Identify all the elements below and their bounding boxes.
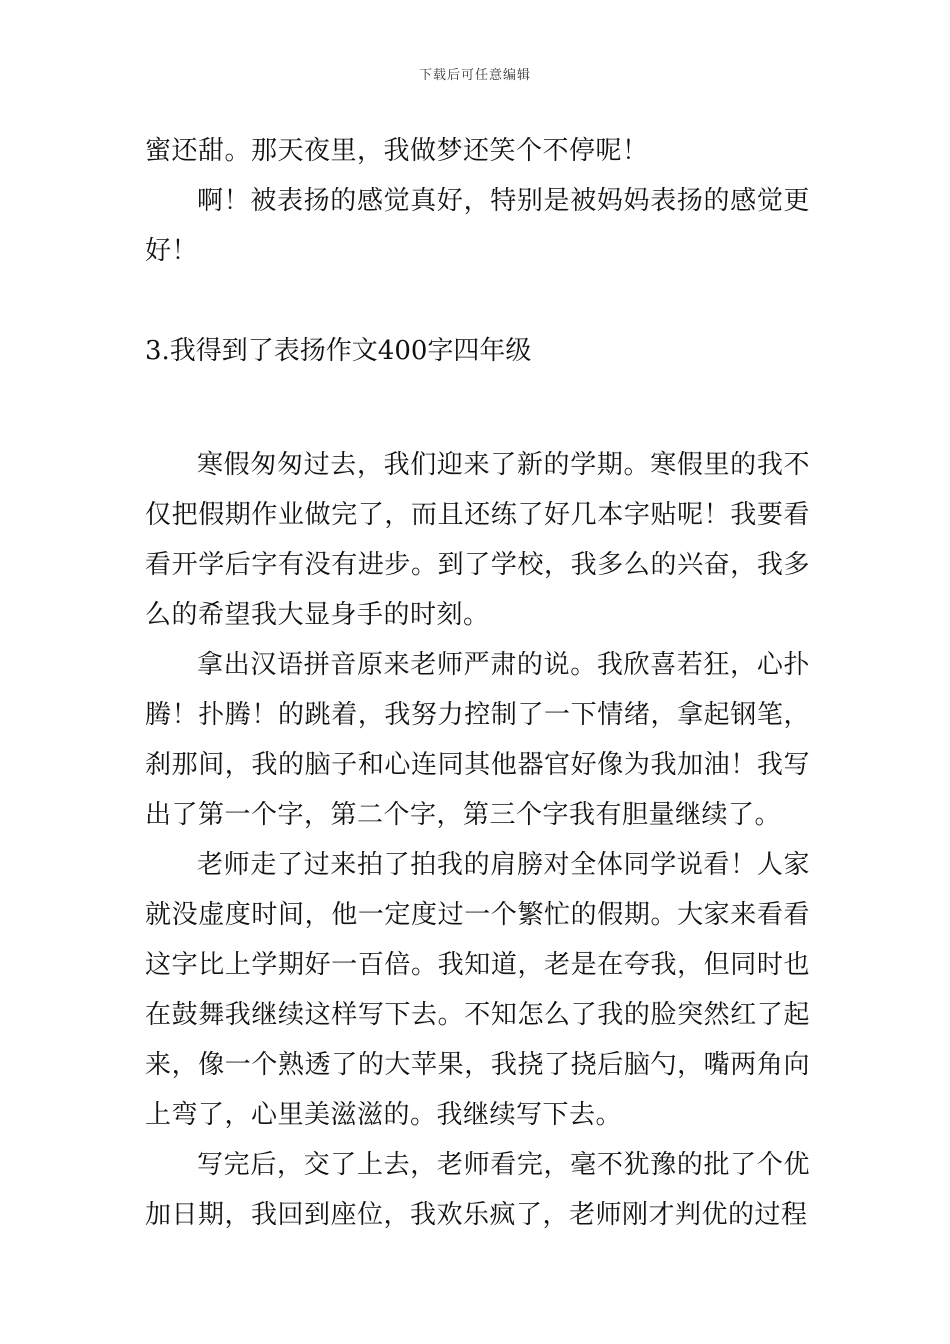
paragraph-4: 拿出汉语拼音原来老师严肃的说。我欣喜若狂，心扑腾！扑腾！的跳着，我努力控制了一下情绪，拿起钢笔，刹那间，我的脑子和心连同其他器官好像为我加油！我写出了第一个字，第二个字，第三个字我有胆量继续了。 [145,650,810,830]
document-body [145,126,810,1240]
paragraph-3: 寒假匆匆过去，我们迎来了新的学期。寒假里的我不仅把假期作业做完了，而且还练了好几本字贴呢！我要看看开学后字有没有进步。到了学校，我多么的兴奋，我多么的希望我大显身手的时刻。 [145,450,810,630]
section-title: 3.我得到了表扬作文400字四年级 [145,336,532,366]
paragraph-5: 老师走了过来拍了拍我的肩膀对全体同学说看！人家就没虚度时间，他一定度过一个繁忙的假期。大家来看看这字比上学期好一百倍。我知道，老是在夸我，但同时也在鼓舞我继续这样写下去。不知怎么了我的脸突然红了起来，像一个熟透了的大苹果，我挠了挠后脑勺，嘴两角向上弯了，心里美滋滋的。我继续写下去。 [145,850,810,1130]
paragraph-2: 啊！被表扬的感觉真好，特别是被妈妈表扬的感觉更好！ [145,186,810,266]
paragraph-1: 蜜还甜。那天夜里，我做梦还笑个不停呢！ [145,136,649,166]
paragraph-6: 写完后，交了上去，老师看完，毫不犹豫的批了个优加日期，我回到座位，我欢乐疯了，老师刚才判优的过程 [145,1150,810,1230]
page-header: 下载后可任意编辑 [418,68,531,83]
